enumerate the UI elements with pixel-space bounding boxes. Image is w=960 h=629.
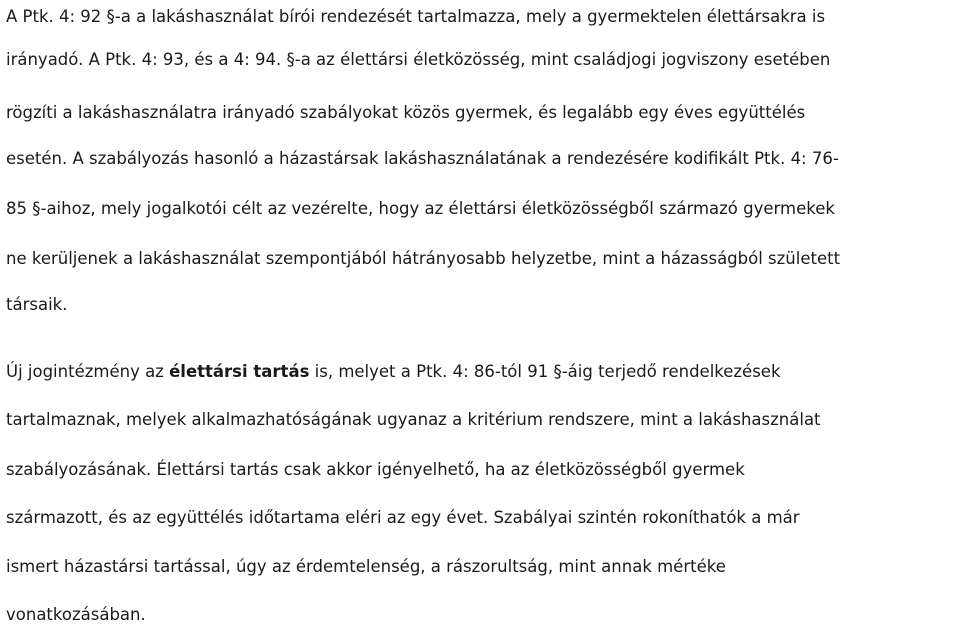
- bold-term-elettarsi-tartas: élettársi tartás: [169, 362, 310, 381]
- paragraph2-line6: vonatkozásában.: [6, 605, 146, 624]
- paragraph2-line4: származott, és az együttélés időtartama eléri az egy évet. Szabályai szintén rokoníthatók a már: [6, 508, 800, 527]
- paragraph2-line2: tartalmaznak, melyek alkalmazhatóságának ugyanaz a kritérium rendszere, mint a lakáshasználat: [6, 410, 821, 429]
- paragraph1-line3: rögzíti a lakáshasználatra irányadó szabályokat közös gyermek, és legalább egy éves együttélés: [6, 103, 806, 122]
- paragraph1-line4: esetén. A szabályozás hasonló a házastársak lakáshasználatának a rendezésére kodifikált Ptk. 4: 76-: [6, 149, 839, 168]
- paragraph2-line3: szabályozásának. Élettársi tartás csak akkor igényelhető, ha az életközösségből gyermek: [6, 460, 745, 479]
- paragraph2-line1: [6, 361, 781, 383]
- paragraph1-line1: A Ptk. 4: 92 §-a a lakáshasználat bírói rendezését tartalmazza, mely a gyermektelen élettársakra is: [6, 7, 826, 26]
- paragraph2-line1-before: Új jogintézmény az: [6, 362, 170, 381]
- paragraph1-line6: ne kerüljenek a lakáshasználat szempontjából hátrányosabb helyzetbe, mint a házasságból született: [6, 249, 841, 268]
- paragraph1-line5: 85 §-aihoz, mely jogalkotói célt az vezérelte, hogy az élettársi életközösségből származó gyermekek: [6, 199, 835, 218]
- paragraph1-line2: irányadó. A Ptk. 4: 93, és a 4: 94. §-a az élettársi életközösség, mint családjogi jogviszony esetében: [6, 50, 831, 69]
- paragraph2-line5: ismert házastársi tartással, úgy az érdemtelenség, a rászorultság, mint annak mértéke: [6, 557, 726, 576]
- paragraph1-line7: társaik.: [6, 295, 68, 314]
- paragraph2-line1-after: is, melyet a Ptk. 4: 86-tól 91 §-áig terjedő rendelkezések: [309, 362, 781, 381]
